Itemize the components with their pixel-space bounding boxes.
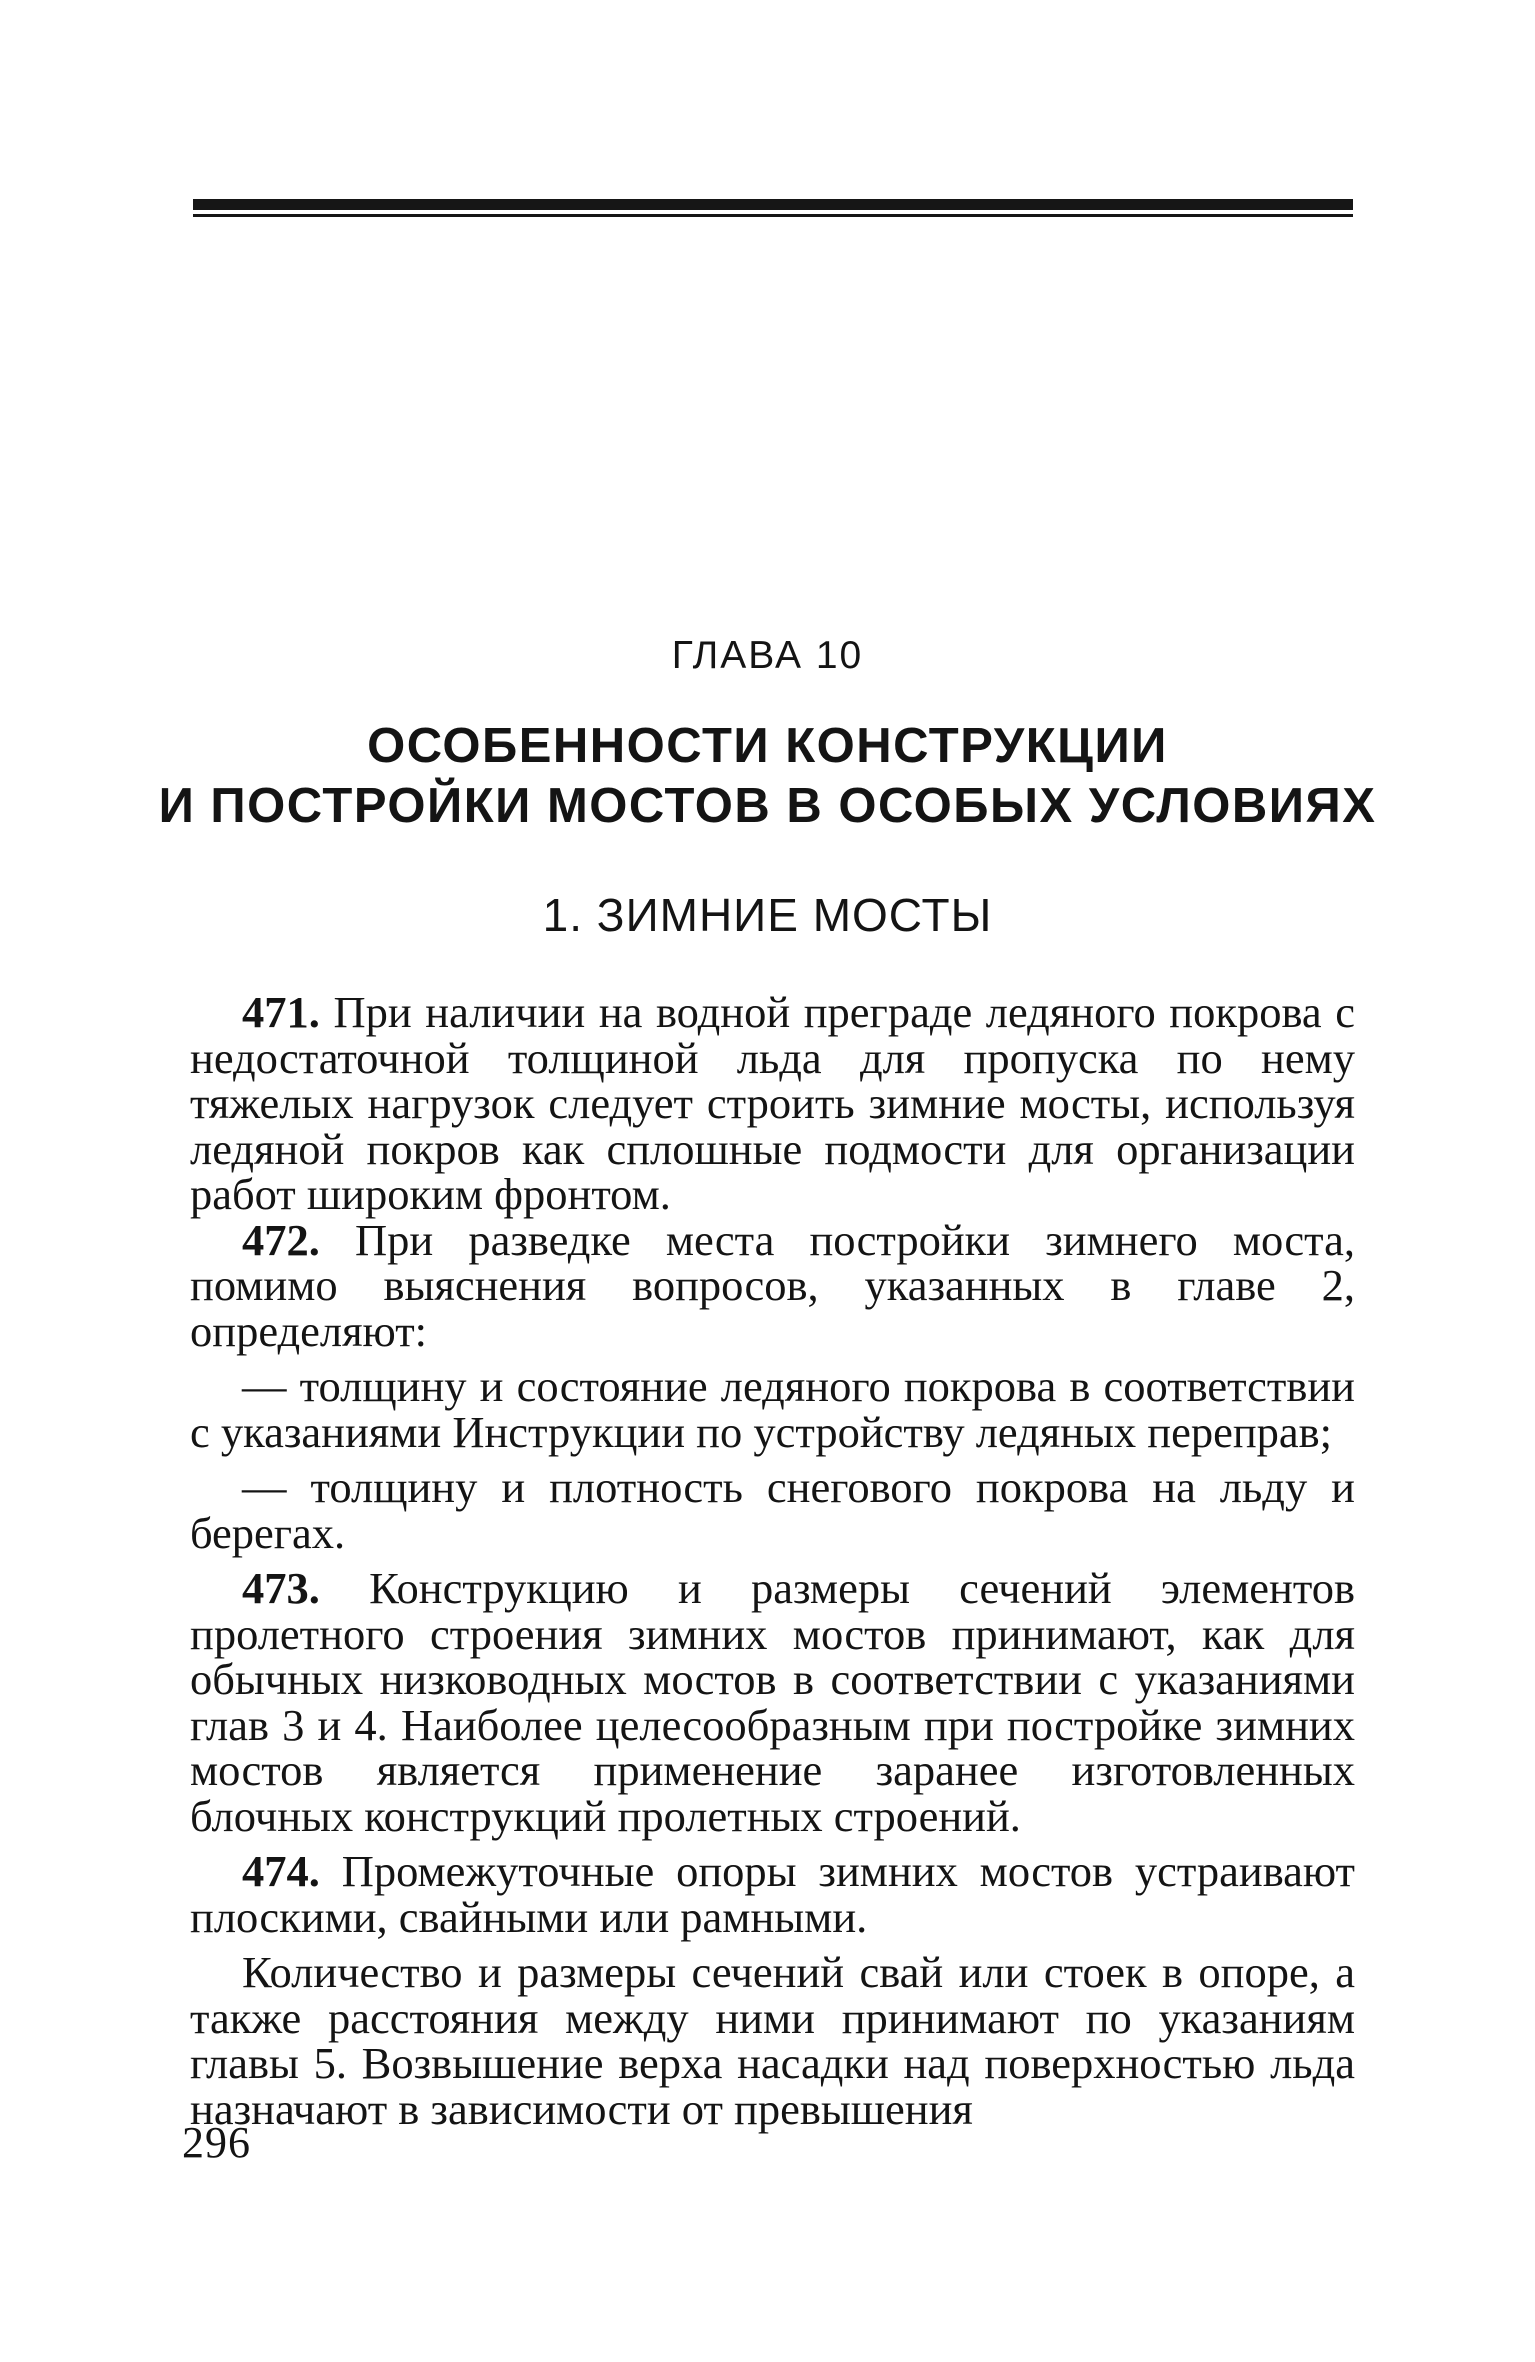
- chapter-title-line-1: ОСОБЕННОСТИ КОНСТРУКЦИИ: [367, 719, 1168, 773]
- paragraph-number: 474.: [242, 1846, 320, 1896]
- paragraph-text: — толщину и состояние ледяного покрова в соответствии с указаниями Инструкции по устройству ледяных переправ;: [190, 1361, 1355, 1457]
- page-number: 296: [182, 2118, 251, 2167]
- paragraph-text: — толщину и плотность снегового покрова на льду и берегах.: [190, 1462, 1355, 1558]
- header-rule-thick: [193, 199, 1353, 210]
- paragraph-text: При разведке места постройки зимнего моста, помимо выяснения вопросов, указанных в главе 2, определяют:: [190, 1214, 1355, 1356]
- paragraph-text: Промежуточные опоры зимних мостов устраивают плоскими, свайными или рамными.: [190, 1846, 1356, 1942]
- paragraph-473: [190, 1563, 1355, 1841]
- paragraph-number: 473.: [242, 1563, 320, 1613]
- paragraph-471: [190, 987, 1356, 1219]
- list-item-ice-cover: [190, 1361, 1355, 1457]
- header-rule-thin: [193, 214, 1353, 217]
- paragraph-474: [190, 1846, 1356, 1942]
- paragraph-number: 472.: [242, 1214, 320, 1265]
- paragraph-supports: [190, 1947, 1355, 2134]
- paragraph-text: Конструкцию и размеры сечений элементов пролетного строения зимних мостов принимают, как для обычных низководных мостов в соответствии с указаниями глав 3 и 4. Наиболее целесообразным при постройке зимних мостов является применение заранее изготовленных блочных конструкций пролетных строений.: [190, 1563, 1355, 1841]
- paragraph-number: 471.: [242, 987, 320, 1037]
- chapter-title: [150, 716, 1385, 836]
- paragraph-text: Количество и размеры сечений свай или стоек в опоре, а также расстояния между ними принимают по указаниям главы 5. Возвышение верха насадки над поверхностью льда назначают в зависимости от превышения: [190, 1947, 1355, 2134]
- body-text: [190, 987, 1356, 2134]
- paragraph-472: [190, 1214, 1355, 1356]
- paragraph-text: При наличии на водной преграде ледяного покрова с недостаточной толщиной льда для пропуска по нему тяжелых нагрузок следует строить зимние мосты, используя ледяной покров как сплошные подмости для организации работ широким фронтом.: [190, 987, 1356, 1219]
- chapter-label: ГЛАВА 10: [671, 634, 864, 677]
- chapter-title-line-2: И ПОСТРОЙКИ МОСТОВ В ОСОБЫХ УСЛОВИЯХ: [158, 779, 1377, 833]
- list-item-snow-cover: [190, 1462, 1355, 1558]
- section-heading: 1. ЗИМНИЕ МОСТЫ: [542, 889, 993, 941]
